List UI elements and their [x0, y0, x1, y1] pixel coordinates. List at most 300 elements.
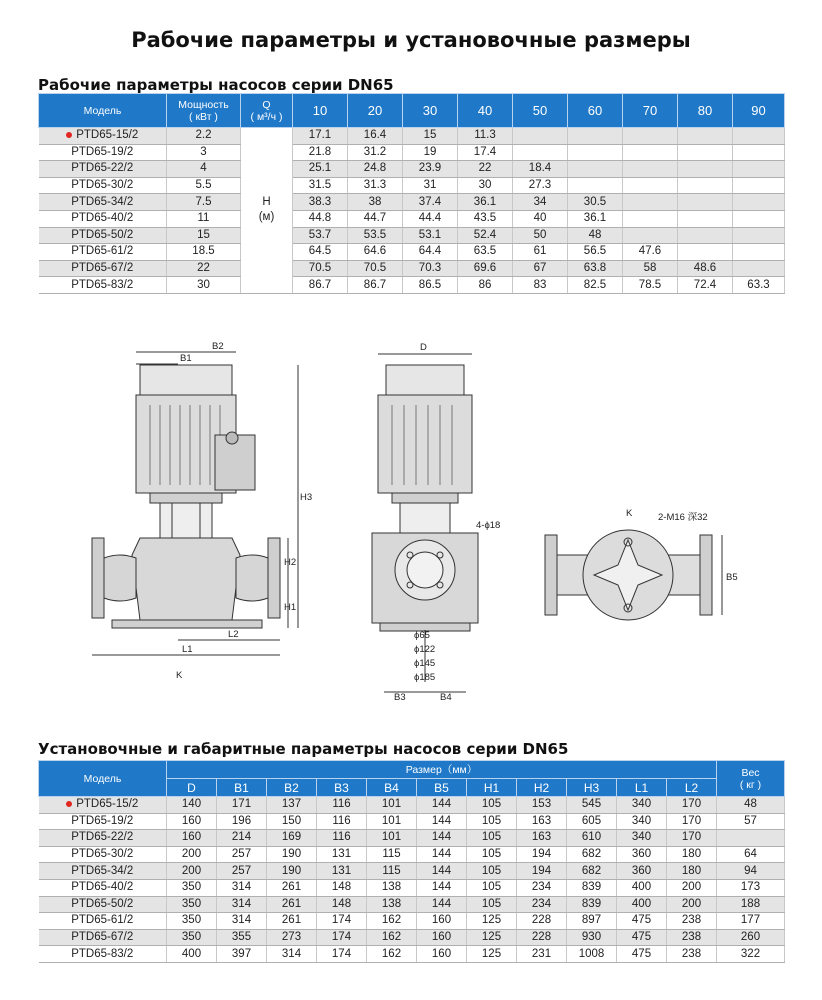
label-l2: L2: [228, 629, 239, 640]
column-header-flow-value: 90: [733, 94, 785, 128]
dimension-cell: 162: [367, 929, 417, 946]
model-name: PTD65-19/2: [71, 145, 134, 158]
weight-cell: 64: [717, 846, 785, 863]
head-value-cell: [733, 260, 785, 277]
pump-front-view: [92, 352, 298, 655]
table-row: [39, 946, 785, 963]
head-value-cell: 53.1: [403, 227, 458, 244]
dimension-cell: 194: [517, 863, 567, 880]
model-cell: [39, 144, 167, 161]
head-value-cell: [568, 177, 623, 194]
model-name: PTD65-40/2: [71, 212, 134, 225]
installation-table: [38, 760, 785, 963]
table-row: [39, 896, 785, 913]
head-value-cell: 48: [568, 227, 623, 244]
dimension-cell: 105: [467, 797, 517, 814]
head-unit: (м): [258, 211, 275, 224]
head-value-cell: 50: [513, 227, 568, 244]
dimension-cell: 261: [267, 879, 317, 896]
label-d145: ϕ145: [414, 658, 436, 669]
head-value-cell: [678, 227, 733, 244]
head-value-cell: [733, 227, 785, 244]
dimension-cell: 162: [367, 913, 417, 930]
table-row: [39, 863, 785, 880]
head-value-cell: [678, 210, 733, 227]
dimension-cell: 180: [667, 863, 717, 880]
dimension-cell: 144: [417, 797, 467, 814]
head-value-cell: [733, 244, 785, 261]
dimension-cell: 144: [417, 863, 467, 880]
dimension-cell: 273: [267, 929, 317, 946]
model-name: PTD65-61/2: [71, 914, 134, 927]
head-value-cell: 63.8: [568, 260, 623, 277]
model-cell: [39, 863, 167, 880]
dimension-cell: 238: [667, 946, 717, 963]
dimension-cell: 101: [367, 813, 417, 830]
label-b5: B5: [726, 572, 738, 583]
head-value-cell: 27.3: [513, 177, 568, 194]
pump-dimension-drawing: [0, 330, 822, 730]
column-header-flow-value: 50: [513, 94, 568, 128]
model-name: PTD65-83/2: [71, 278, 134, 291]
performance-table: [38, 93, 785, 294]
dimension-cell: 170: [667, 830, 717, 847]
head-value-cell: 31: [403, 177, 458, 194]
label-thread: 2-M16 深32: [658, 512, 708, 523]
dimension-cell: 144: [417, 846, 467, 863]
model-name: PTD65-22/2: [71, 831, 134, 844]
head-value-cell: [623, 128, 678, 145]
model-cell: [39, 946, 167, 963]
table-row: [39, 227, 785, 244]
column-header-weight: [717, 761, 785, 797]
head-value-cell: 18.4: [513, 161, 568, 178]
model-name: PTD65-61/2: [71, 245, 134, 258]
dimension-cell: 340: [617, 797, 667, 814]
dimension-cell: 160: [167, 813, 217, 830]
dimension-cell: 400: [617, 896, 667, 913]
dimension-cell: 174: [317, 913, 367, 930]
head-value-cell: 64.6: [348, 244, 403, 261]
weight-header-unit: ( кг ): [739, 778, 762, 791]
dimension-cell: 196: [217, 813, 267, 830]
dimension-cell: 162: [367, 946, 417, 963]
head-value-cell: 53.5: [348, 227, 403, 244]
model-name: PTD65-15/2: [76, 129, 139, 142]
dimension-cell: 200: [167, 863, 217, 880]
head-value-cell: 70.5: [293, 260, 348, 277]
dimension-cell: 125: [467, 946, 517, 963]
head-value-cell: 19: [403, 144, 458, 161]
dimension-cell: 261: [267, 913, 317, 930]
model-name: PTD65-50/2: [71, 897, 134, 910]
head-label-cell: [241, 128, 293, 294]
table-row: [39, 846, 785, 863]
label-h2: H2: [284, 557, 297, 568]
dimension-cell: 314: [267, 946, 317, 963]
head-value-cell: [678, 244, 733, 261]
table-row: [39, 260, 785, 277]
dimension-cell: 101: [367, 830, 417, 847]
dimension-cell: 261: [267, 896, 317, 913]
pump-side-view: [372, 354, 478, 692]
column-header-model: Модель: [39, 761, 167, 797]
flow-header-unit: ( м³/ч ): [250, 110, 283, 123]
head-value-cell: [733, 144, 785, 161]
head-value-cell: 70.5: [348, 260, 403, 277]
label-b1: B1: [180, 353, 192, 364]
head-value-cell: 23.9: [403, 161, 458, 178]
label-b2: B2: [212, 341, 224, 352]
head-value-cell: 17.1: [293, 128, 348, 145]
dimension-cell: 170: [667, 813, 717, 830]
head-value-cell: 48.6: [678, 260, 733, 277]
model-cell: [39, 161, 167, 178]
model-cell: [39, 913, 167, 930]
model-cell: [39, 797, 167, 814]
performance-header-row: [39, 94, 785, 128]
model-cell: [39, 210, 167, 227]
dimension-cell: 105: [467, 813, 517, 830]
head-value-cell: [568, 128, 623, 145]
model-name: PTD65-19/2: [71, 814, 134, 827]
head-value-cell: [568, 161, 623, 178]
table-row: [39, 128, 785, 145]
head-value-cell: 58: [623, 260, 678, 277]
dimension-cell: 131: [317, 863, 367, 880]
column-header-flow-value: 30: [403, 94, 458, 128]
power-header-label: Мощность: [178, 98, 229, 111]
label-d65: ϕ65: [414, 630, 430, 641]
head-value-cell: 64.4: [403, 244, 458, 261]
table-row: [39, 177, 785, 194]
dimension-cell: 314: [217, 913, 267, 930]
head-value-cell: 37.4: [403, 194, 458, 211]
model-name: PTD65-30/2: [71, 179, 134, 192]
installation-header-row: [39, 761, 785, 779]
weight-cell: 260: [717, 929, 785, 946]
head-value-cell: [678, 128, 733, 145]
head-value-cell: 34: [513, 194, 568, 211]
model-cell: [39, 830, 167, 847]
dimension-cell: 140: [167, 797, 217, 814]
head-value-cell: 83: [513, 277, 568, 294]
column-header-dim: H2: [517, 779, 567, 797]
dimension-cell: 340: [617, 830, 667, 847]
dimension-cell: 340: [617, 813, 667, 830]
dimension-cell: 116: [317, 830, 367, 847]
dimension-cell: 397: [217, 946, 267, 963]
model-cell: [39, 846, 167, 863]
weight-cell: 94: [717, 863, 785, 880]
dimension-cell: 682: [567, 863, 617, 880]
model-name: PTD65-34/2: [71, 864, 134, 877]
head-value-cell: [678, 144, 733, 161]
head-value-cell: [678, 194, 733, 211]
table-row: [39, 813, 785, 830]
dimension-cell: 131: [317, 846, 367, 863]
power-cell: 5.5: [167, 177, 241, 194]
head-value-cell: [623, 227, 678, 244]
head-value-cell: 78.5: [623, 277, 678, 294]
dimension-cell: 160: [417, 913, 467, 930]
table-row: [39, 879, 785, 896]
head-value-cell: 17.4: [458, 144, 513, 161]
dimension-cell: 1008: [567, 946, 617, 963]
column-header-flow-value: 60: [568, 94, 623, 128]
column-header-dim: H1: [467, 779, 517, 797]
table-row: [39, 144, 785, 161]
head-value-cell: [678, 177, 733, 194]
dimension-cell: 138: [367, 879, 417, 896]
head-value-cell: 38.3: [293, 194, 348, 211]
dimension-cell: 144: [417, 896, 467, 913]
selected-dot-icon: [66, 801, 72, 807]
table-row: [39, 244, 785, 261]
dimension-cell: 115: [367, 846, 417, 863]
dimension-cell: 125: [467, 929, 517, 946]
model-cell: [39, 929, 167, 946]
head-value-cell: 44.7: [348, 210, 403, 227]
column-header-flow-value: 10: [293, 94, 348, 128]
column-header-dim: B1: [217, 779, 267, 797]
dimension-cell: 400: [167, 946, 217, 963]
label-k-front: K: [176, 670, 183, 681]
dimension-cell: 160: [417, 946, 467, 963]
head-value-cell: 70.3: [403, 260, 458, 277]
dimension-cell: 234: [517, 879, 567, 896]
table-row: [39, 210, 785, 227]
table-row: [39, 277, 785, 294]
label-d185: ϕ185: [414, 672, 436, 683]
head-value-cell: [733, 194, 785, 211]
model-cell: [39, 128, 167, 145]
power-cell: 11: [167, 210, 241, 227]
power-cell: 30: [167, 277, 241, 294]
dimension-cell: 125: [467, 913, 517, 930]
dimension-cell: 174: [317, 946, 367, 963]
model-cell: [39, 813, 167, 830]
column-header-flow-value: 40: [458, 94, 513, 128]
dimension-cell: 350: [167, 879, 217, 896]
weight-cell: 322: [717, 946, 785, 963]
dimension-cell: 160: [167, 830, 217, 847]
dimension-cell: 475: [617, 946, 667, 963]
dimension-cell: 171: [217, 797, 267, 814]
column-header-flow: [241, 94, 293, 128]
dimension-cell: 839: [567, 879, 617, 896]
model-cell: [39, 896, 167, 913]
dimension-cell: 163: [517, 830, 567, 847]
dimension-cell: 257: [217, 846, 267, 863]
column-header-dim: B4: [367, 779, 417, 797]
model-name: PTD65-15/2: [76, 798, 139, 811]
head-value-cell: [568, 144, 623, 161]
head-value-cell: 72.4: [678, 277, 733, 294]
power-cell: 3: [167, 144, 241, 161]
dimension-cell: 897: [567, 913, 617, 930]
dimension-cell: 105: [467, 896, 517, 913]
dimension-cell: 200: [167, 846, 217, 863]
dimension-cell: 148: [317, 879, 367, 896]
head-value-cell: 31.5: [293, 177, 348, 194]
head-value-cell: [513, 144, 568, 161]
pump-top-view: [545, 530, 722, 620]
model-cell: [39, 244, 167, 261]
dimension-cell: 238: [667, 929, 717, 946]
head-value-cell: 31.3: [348, 177, 403, 194]
dimension-cell: 214: [217, 830, 267, 847]
weight-header-label: Вес: [741, 766, 760, 779]
dimension-cell: 144: [417, 879, 467, 896]
power-header-unit: ( кВт ): [189, 110, 218, 123]
dimension-cell: 839: [567, 896, 617, 913]
performance-table-body: [39, 128, 785, 294]
head-value-cell: 25.1: [293, 161, 348, 178]
dimension-cell: 105: [467, 846, 517, 863]
dimension-cell: 144: [417, 813, 467, 830]
dimension-cell: 169: [267, 830, 317, 847]
head-value-cell: 16.4: [348, 128, 403, 145]
installation-table-body: [39, 797, 785, 963]
label-k-top: K: [626, 508, 633, 519]
dimension-cell: 194: [517, 846, 567, 863]
model-name: PTD65-22/2: [71, 162, 134, 175]
dimension-cell: 610: [567, 830, 617, 847]
dimension-cell: 148: [317, 896, 367, 913]
head-value-cell: 44.4: [403, 210, 458, 227]
model-name: PTD65-83/2: [71, 947, 134, 960]
head-value-cell: 36.1: [568, 210, 623, 227]
label-h3: H3: [300, 492, 313, 503]
head-value-cell: 63.5: [458, 244, 513, 261]
head-value-cell: [678, 161, 733, 178]
flow-header-label: Q: [262, 98, 271, 111]
dimension-cell: 153: [517, 797, 567, 814]
dimension-cell: 360: [617, 863, 667, 880]
table-row: [39, 929, 785, 946]
column-header-dim: B3: [317, 779, 367, 797]
weight-cell: 188: [717, 896, 785, 913]
head-value-cell: 69.6: [458, 260, 513, 277]
model-name: PTD65-67/2: [71, 262, 134, 275]
weight-cell: 57: [717, 813, 785, 830]
dimension-cell: 228: [517, 929, 567, 946]
dimension-cell: 190: [267, 846, 317, 863]
column-header-flow-value: 20: [348, 94, 403, 128]
dimension-cell: 160: [417, 929, 467, 946]
column-header-size: Размер（мм）: [167, 761, 717, 779]
dimension-cell: 174: [317, 929, 367, 946]
dimension-cell: 105: [467, 830, 517, 847]
head-value-cell: [623, 177, 678, 194]
column-header-dim: D: [167, 779, 217, 797]
model-cell: [39, 194, 167, 211]
dimension-cell: 605: [567, 813, 617, 830]
column-header-dim: L2: [667, 779, 717, 797]
head-value-cell: 53.7: [293, 227, 348, 244]
label-d122: ϕ122: [414, 644, 436, 655]
head-value-cell: 86: [458, 277, 513, 294]
dimension-cell: 163: [517, 813, 567, 830]
dimension-cell: 180: [667, 846, 717, 863]
power-cell: 4: [167, 161, 241, 178]
selected-dot-icon: [66, 132, 72, 138]
head-value-cell: 86.7: [293, 277, 348, 294]
dimension-cell: 231: [517, 946, 567, 963]
table-row: [39, 913, 785, 930]
dimension-cell: 116: [317, 813, 367, 830]
dimension-cell: 314: [217, 879, 267, 896]
dimension-cell: 350: [167, 896, 217, 913]
head-value-cell: [623, 161, 678, 178]
column-header-dim: H3: [567, 779, 617, 797]
dimension-cell: 234: [517, 896, 567, 913]
dimension-cell: 545: [567, 797, 617, 814]
dimension-cell: 475: [617, 929, 667, 946]
dimension-cell: 116: [317, 797, 367, 814]
dimension-cell: 238: [667, 913, 717, 930]
dimension-cell: 190: [267, 863, 317, 880]
head-value-cell: 63.3: [733, 277, 785, 294]
table-row: [39, 797, 785, 814]
column-header-flow-value: 70: [623, 94, 678, 128]
model-name: PTD65-34/2: [71, 195, 134, 208]
table-row: [39, 161, 785, 178]
dimension-cell: 314: [217, 896, 267, 913]
model-cell: [39, 277, 167, 294]
column-header-dim: B5: [417, 779, 467, 797]
label-holes: 4-ϕ18: [476, 520, 501, 531]
head-value-cell: 30.5: [568, 194, 623, 211]
dimension-cell: 150: [267, 813, 317, 830]
head-value-cell: 86.7: [348, 277, 403, 294]
weight-cell: 177: [717, 913, 785, 930]
power-cell: 18.5: [167, 244, 241, 261]
model-name: PTD65-50/2: [71, 228, 134, 241]
dimension-cell: 350: [167, 929, 217, 946]
dimension-cell: 200: [667, 879, 717, 896]
dimension-cell: 101: [367, 797, 417, 814]
head-value-cell: 82.5: [568, 277, 623, 294]
dimension-cell: 930: [567, 929, 617, 946]
dimension-cell: 105: [467, 863, 517, 880]
head-value-cell: 52.4: [458, 227, 513, 244]
head-value-cell: [623, 144, 678, 161]
weight-cell: 173: [717, 879, 785, 896]
head-value-cell: 40: [513, 210, 568, 227]
installation-table-title: Установочные и габаритные параметры насосов серии DN65: [38, 740, 569, 758]
head-value-cell: [733, 128, 785, 145]
label-h1: H1: [284, 602, 297, 613]
dimension-cell: 257: [217, 863, 267, 880]
head-label: H: [262, 196, 271, 209]
column-header-power: [167, 94, 241, 128]
page-title: Рабочие параметры и установочные размеры: [131, 28, 691, 52]
performance-table-title: Рабочие параметры насосов серии DN65: [38, 76, 394, 94]
head-value-cell: 43.5: [458, 210, 513, 227]
model-cell: [39, 177, 167, 194]
dimension-cell: 115: [367, 863, 417, 880]
head-value-cell: [623, 210, 678, 227]
dimension-cell: 144: [417, 830, 467, 847]
head-value-cell: 30: [458, 177, 513, 194]
weight-cell: 48: [717, 797, 785, 814]
head-value-cell: 36.1: [458, 194, 513, 211]
head-value-cell: [513, 128, 568, 145]
dimension-cell: 475: [617, 913, 667, 930]
head-value-cell: 56.5: [568, 244, 623, 261]
